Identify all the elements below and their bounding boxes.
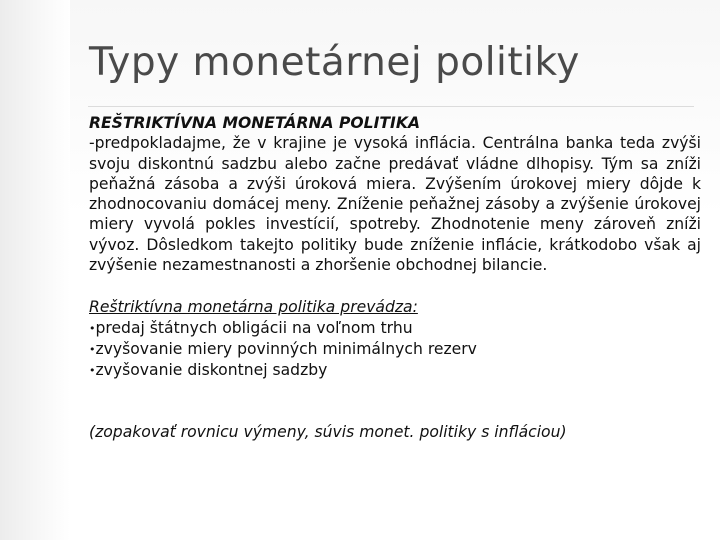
list-item <box>89 339 701 360</box>
slide-title: Typy monetárnej politiky <box>89 40 580 85</box>
bullet-icon: • <box>89 342 96 356</box>
footnote-reminder: (zopakovať rovnicu výmeny, súvis monet. politiky s infláciou) <box>89 422 567 441</box>
list-item <box>89 360 701 381</box>
title-divider <box>88 106 694 107</box>
list-heading: Reštriktívna monetárna politika prevádza: <box>89 298 418 317</box>
list-item <box>89 318 701 339</box>
measures-list <box>89 318 701 382</box>
section-heading: REŠTRIKTÍVNA MONETÁRNA POLITIKA <box>89 114 421 132</box>
slide-side-gradient <box>0 0 70 540</box>
bullet-icon: • <box>89 364 96 378</box>
list-item-text: zvyšovanie diskontnej sadzby <box>95 361 328 380</box>
list-item-text: zvyšovanie miery povinných minimálnych rezerv <box>95 339 477 358</box>
bullet-icon: • <box>89 321 96 335</box>
list-item-text: predaj štátnych obligácii na voľnom trhu <box>95 318 413 337</box>
slide-body <box>89 113 701 442</box>
explanation-paragraph: -predpokladajme, že v krajine je vysoká inflácia. Centrálna banka teda zvýši svoju diskontnú sadzbu alebo začne predávať vládne dlhopisy. Tým sa zníži peňažná zásoba a zvýši úroková miera. Zvýšením úrokovej miery dôjde k zhodnocovaniu domácej meny. Zníženie peňažnej zásoby a zvýšenie úrokovej miery vyvolá pokles investícií, spotreby. Zhodnotenie meny zároveň zníži vývoz. Dôsledkom takejto politiky bude zníženie inflácie, krátkodobo však aj zvýšenie nezamestnanosti a zhoršenie obchodnej bilancie. <box>89 134 701 275</box>
